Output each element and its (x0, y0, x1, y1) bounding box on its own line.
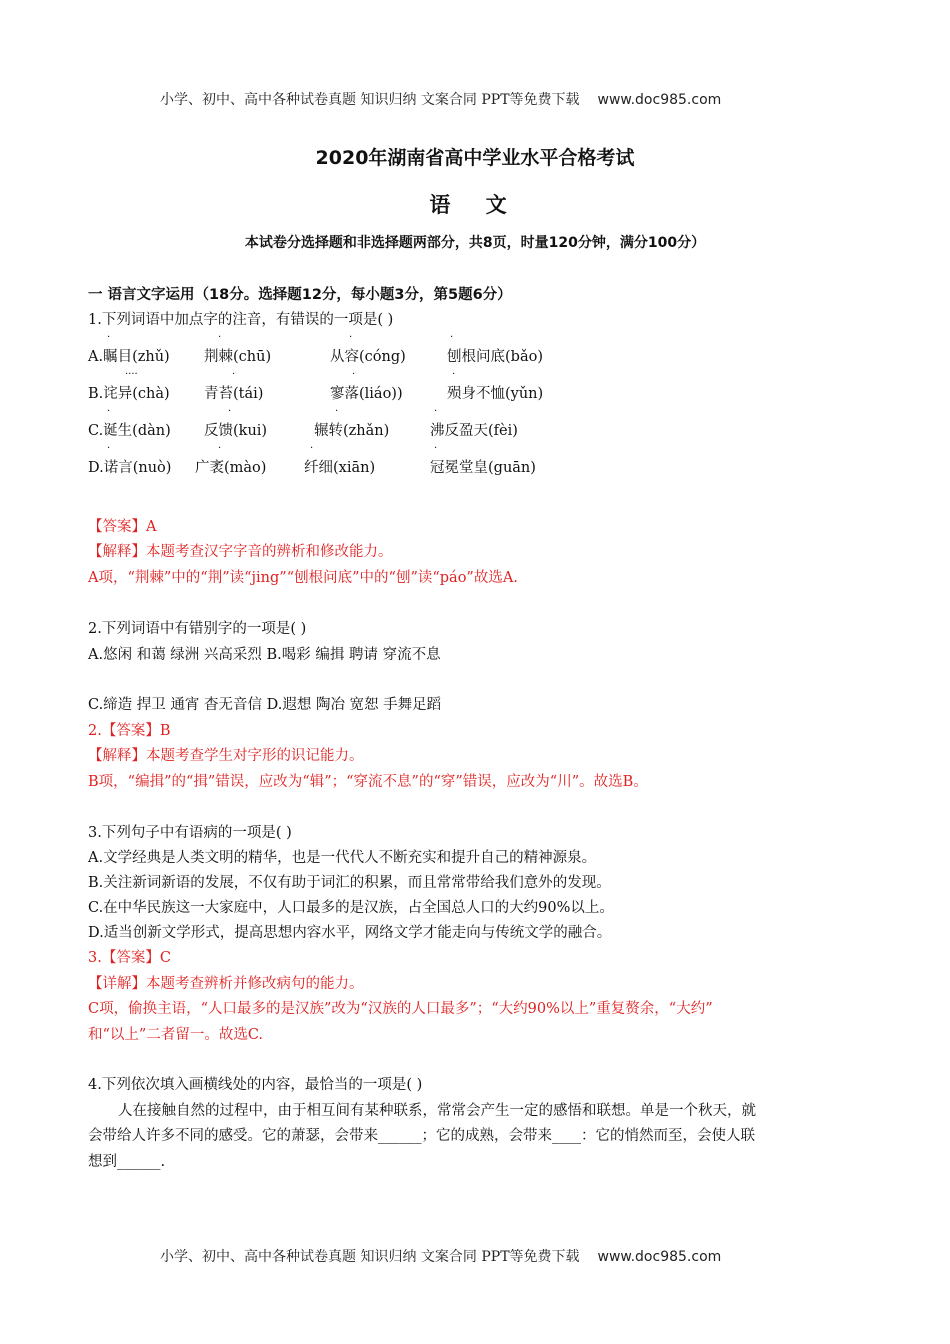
emphasis-dot: · (107, 332, 111, 343)
q1-option: 青苔(tái) (204, 386, 264, 402)
emphasis-dot: · (107, 406, 111, 417)
exam-title: 2020年湖南省高中学业水平合格考试 (315, 147, 635, 169)
subject-title: 语 文 (429, 193, 521, 217)
section-heading: 一 语言文字运用（18分。选择题12分，每小题3分，第5题6分） (88, 287, 512, 303)
q2-stem: 2.下列词语中有错别字的一项是( ) (88, 621, 307, 637)
q1-option: 从容(cóng) (330, 349, 406, 365)
header-url[interactable]: www.doc985.com (597, 92, 722, 108)
q1-option: 寥落(liáo)) (330, 386, 403, 402)
emphasis-dot: · (232, 369, 236, 380)
emphasis-dot: · (434, 443, 438, 454)
q3-stem: 3.下列句子中有语病的一项是( ) (88, 825, 292, 841)
emphasis-dot: ···· (125, 369, 138, 380)
q2-explain: 【解释】本题考查学生对字形的识记能力。 (88, 748, 364, 764)
page-footer (160, 1246, 721, 1266)
q1-option: 纤细(xiān) (304, 460, 376, 476)
q1-row-c (88, 419, 588, 439)
q4-passage-line2: 会带给人许多不同的感受。它的萧瑟，会带来______；它的成熟，会带来____：它的悄然而至，会使人联 (88, 1128, 755, 1144)
q1-answer: 【答案】A (88, 519, 157, 535)
q1-option: 刨根问底(bǎo) (447, 349, 543, 365)
q1-option: D.诺言(nuò) (88, 460, 172, 476)
q1-row-b (88, 382, 588, 402)
exam-note: 本试卷分选择题和非选择题两部分，共8页，时量120分钟，满分100分） (244, 235, 706, 251)
q1-option: C.诞生(dàn) (88, 423, 171, 439)
q1-option: 冠冕堂皇(guān) (430, 460, 536, 476)
q1-stem: 1.下列词语中加点字的注音，有错误的一项是( ) (88, 312, 394, 328)
emphasis-dot: · (349, 332, 353, 343)
q1-row-d (88, 456, 588, 476)
q2-options-line2: C.缔造 捍卫 通宵 杳无音信 D.遐想 陶冶 宽恕 手舞足蹈 (88, 697, 442, 713)
q1-option: 辗转(zhǎn) (314, 423, 390, 439)
emphasis-dot: · (450, 332, 454, 343)
q3-detail-line2: 和“以上”二者留一。故选C. (88, 1027, 264, 1043)
q1-option: 沸反盈天(fèi) (430, 423, 518, 439)
q3-option-d: D.适当创新文学形式，提高思想内容水平，网络文学才能走向与传统文学的融合。 (88, 925, 612, 941)
q3-option-c: C.在中华民族这一大家庭中，人口最多的是汉族，占全国总人口的大约90%以上。 (88, 900, 614, 916)
q1-option: 荆棘(chū) (204, 349, 272, 365)
q1-detail: A项，“荆棘”中的“荆”读“jing”“刨根问底”中的“刨”读“páo”故选A. (88, 570, 518, 586)
q1-row-a (88, 345, 588, 365)
q3-option-a: A.文学经典是人类文明的精华，也是一代代人不断充实和提升自己的精神源泉。 (88, 850, 597, 866)
footer-url[interactable]: www.doc985.com (597, 1249, 722, 1265)
q4-passage-line3: 想到______. (88, 1154, 166, 1170)
emphasis-dot: · (452, 369, 456, 380)
q3-answer: 3.【答案】C (88, 950, 171, 966)
emphasis-dot: · (218, 443, 222, 454)
q1-option: 殒身不恤(yǔn) (447, 386, 544, 402)
q3-explain: 【详解】本题考查辨析并修改病句的能力。 (88, 976, 364, 992)
q1-option: B.诧异(chà) (88, 386, 170, 402)
page-header (160, 89, 721, 109)
q2-options-line1: A.悠闲 和蔼 绿洲 兴高采烈 B.喝彩 编揖 聘请 穿流不息 (88, 647, 441, 663)
emphasis-dot: · (218, 332, 222, 343)
footer-tagline: 小学、初中、高中各种试卷真题 知识归纳 文案合同 PPT等免费下载 (160, 1249, 580, 1265)
emphasis-dot: · (228, 406, 232, 417)
q1-option: A.瞩目(zhǔ) (88, 349, 170, 365)
q1-option: 广袤(mào) (195, 460, 267, 476)
q3-option-b: B.关注新词新语的发展，不仅有助于词汇的积累，而且常常带给我们意外的发现。 (88, 875, 611, 891)
emphasis-dot: · (434, 406, 438, 417)
q4-passage-line1: 人在接触自然的过程中，由于相互间有某种联系，常常会产生一定的感悟和联想。单是一个秋天，就 (118, 1103, 756, 1119)
q1-explain: 【解释】本题考查汉字字音的辨析和修改能力。 (88, 544, 393, 560)
header-tagline: 小学、初中、高中各种试卷真题 知识归纳 文案合同 PPT等免费下载 (160, 92, 580, 108)
emphasis-dot: · (352, 369, 356, 380)
emphasis-dot: · (107, 443, 111, 454)
emphasis-dot: · (335, 406, 339, 417)
emphasis-dot: · (310, 443, 314, 454)
q3-detail-line1: C项，偷换主语，“人口最多的是汉族”改为“汉族的人口最多”；“大约90%以上”重复赘余，“大约” (88, 1001, 713, 1017)
q4-stem: 4.下列依次填入画横线处的内容，最恰当的一项是( ) (88, 1077, 423, 1093)
q2-detail: B项，“编揖”的“揖”错误，应改为“辑”；“穿流不息”的“穿”错误，应改为“川”。故选B。 (88, 774, 648, 790)
q2-answer: 2.【答案】B (88, 723, 171, 739)
q1-option: 反馈(kui) (204, 423, 268, 439)
